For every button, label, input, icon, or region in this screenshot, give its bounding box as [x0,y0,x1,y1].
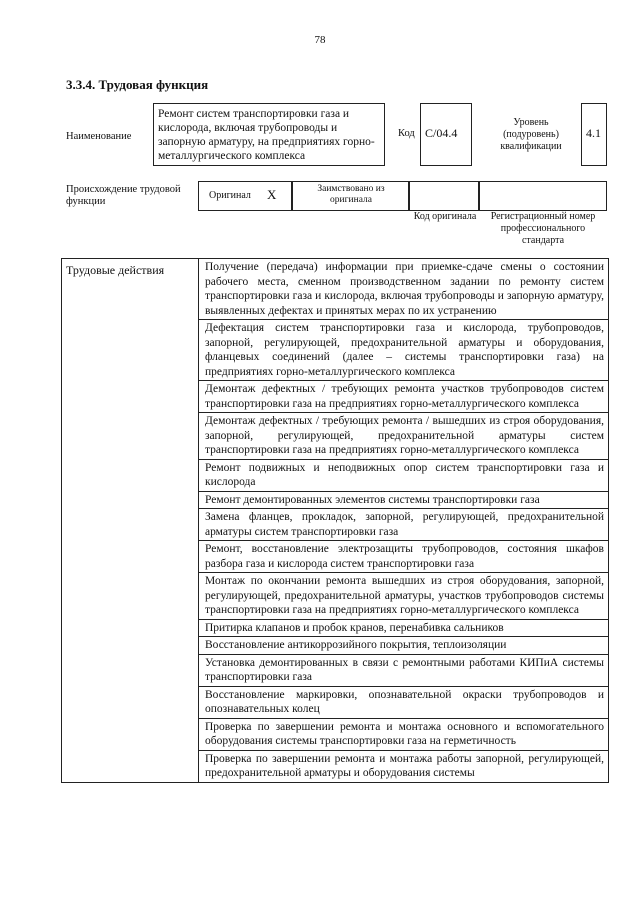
list-item: Замена фланцев, прокладок, запорной, регулирующей, предохранительной арматуры систем транспортировки газа [199,509,608,541]
list-item: Монтаж по окончании ремонта вышедших из строя оборудования, запорной, регулирующей, предохранительной арматуры, участков трубопроводов системы транспортировки газа на предприятиях горно-металлургического комплекса [199,573,608,620]
list-item: Получение (передача) информации при приемке-сдаче смены о состоянии рабочего места, сменном производственном задании по ремонту систем транспортировки газа и кислорода, включая трубопроводы и запорную арматуру, выявленных дефектах и принятых мерах по их устранению [199,259,608,320]
original-label: Оригинал [209,190,251,201]
code-value: С/04.4 [420,103,472,166]
level-value: 4.1 [581,103,607,166]
code-original-label: Код оригинала [413,211,477,222]
origin-label: Происхождение трудовой функции [66,184,181,207]
name-label: Наименование [66,131,132,142]
borrowed-label: Заимствовано из оригинала [317,184,385,205]
labor-actions-list [199,259,608,782]
list-item: Демонтаж дефектных / требующих ремонта / вышедших из строя оборудования, запорной, регулирующей, предохранительной арматуры систем транспортировки газа на предприятиях горно-металлургического комплекса [199,413,608,460]
origin-reg-number-cell [479,181,607,211]
list-item: Ремонт подвижных и неподвижных опор систем транспортировки газа и кислорода [199,460,608,492]
list-item: Установка демонтированных в связи с ремонтными работами КИПиА системы транспортировки газа [199,655,608,687]
list-item: Ремонт демонтированных элементов системы транспортировки газа [199,492,608,510]
origin-code-cell [409,181,479,211]
list-item: Дефектация систем транспортировки газа и кислорода, трубопроводов, запорной, регулирующей, предохранительной арматуры и оборудования, фланцевых соединений (далее – системы транспортировки газа) на предприятиях горно-металлургического комплекса [199,320,608,381]
page-number: 78 [314,34,326,46]
table-row [62,259,609,783]
origin-original-cell [198,181,292,211]
list-item: Проверка по завершении ремонта и монтажа основного и вспомогательного оборудования системы транспортировки газа на герметичность [199,719,608,751]
name-value: Ремонт систем транспортировки газа и кислорода, включая трубопроводы и запорную арматуру, на предприятиях горно-металлургического комплекса [153,103,385,166]
list-item: Притирка клапанов и пробок кранов, перенабивка сальников [199,620,608,638]
labor-actions-cell [199,259,609,783]
original-mark: Х [267,187,277,202]
reg-number-label: Регистрационный номер профессионального стандарта [490,211,596,246]
list-item: Демонтаж дефектных / требующих ремонта участков трубопроводов систем транспортировки газа на предприятиях горно-металлургического комплекса [199,381,608,413]
labor-actions-label: Трудовые действия [62,259,199,783]
origin-borrowed-cell [292,181,409,211]
list-item: Ремонт, восстановление электрозащиты трубопроводов, состояния шкафов разбора газа и кислорода систем транспортировки газа [199,541,608,573]
labor-actions-table [61,258,609,783]
code-label: Код [398,128,415,139]
list-item: Проверка по завершении ремонта и монтажа работы запорной, регулирующей, предохранительной арматуры и оборудования системы [205,752,604,779]
list-item: Восстановление антикоррозийного покрытия, теплоизоляции [199,637,608,655]
level-label: Уровень (подуровень) квалификации [500,117,562,152]
section-title: 3.3.4. Трудовая функция [66,77,209,92]
list-item: Восстановление маркировки, опознавательной окраски трубопроводов и опознавательных колец [199,687,608,719]
